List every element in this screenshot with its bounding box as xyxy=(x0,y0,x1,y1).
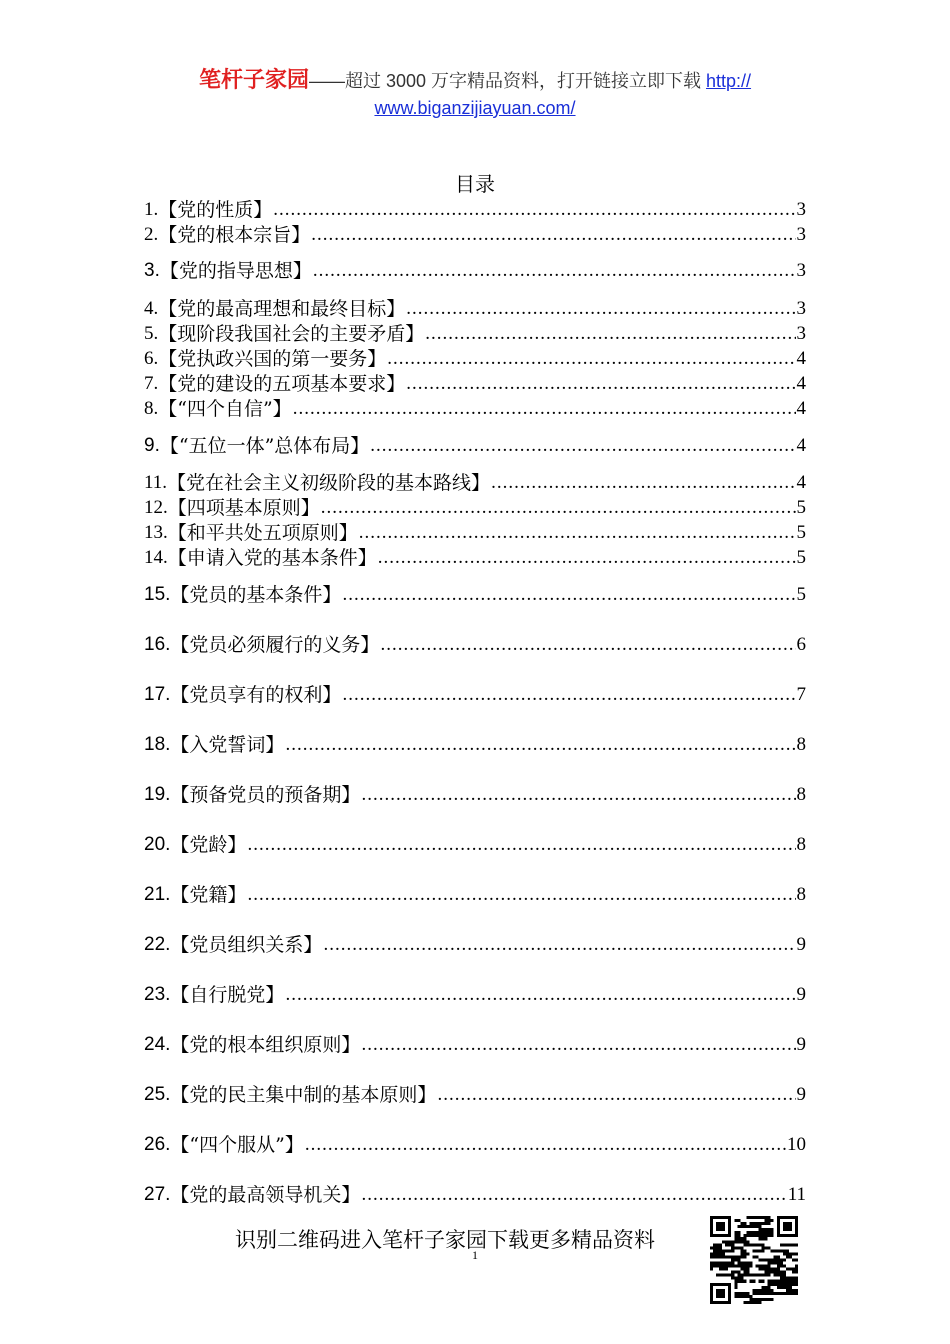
toc-leader-dots xyxy=(361,782,795,808)
toc-leader-dots xyxy=(437,1082,795,1108)
toc-entry-number: 8. xyxy=(144,398,159,419)
toc-entry[interactable] xyxy=(144,882,806,908)
toc-entry[interactable] xyxy=(144,782,806,808)
toc-entry-page: 9 xyxy=(796,934,806,955)
toc-entry-number: 26. xyxy=(144,1134,171,1155)
toc-entry[interactable] xyxy=(144,222,806,248)
toc-entry-title: 【申请入党的基本条件】 xyxy=(167,547,377,569)
toc-leader-dots xyxy=(491,470,795,496)
toc-entry-number: 19. xyxy=(144,784,171,805)
toc-entry-number: 11. xyxy=(144,472,168,493)
toc-entry-number: 23. xyxy=(144,984,171,1005)
toc-entry-title: 【党员享有的权利】 xyxy=(170,684,342,706)
toc-entry-page: 3 xyxy=(796,323,806,344)
toc-entry-number: 20. xyxy=(144,834,171,855)
toc-leader-dots xyxy=(380,632,795,658)
qr-code-icon[interactable] xyxy=(710,1216,798,1304)
toc-entry-number: 7. xyxy=(144,373,159,394)
toc-entry-page: 5 xyxy=(796,497,806,518)
toc-entry-title: 【党龄】 xyxy=(170,834,247,856)
toc-leader-dots xyxy=(378,545,796,571)
toc-entry[interactable] xyxy=(144,258,806,284)
toc-entry[interactable] xyxy=(144,197,806,223)
toc-leader-dots xyxy=(342,582,795,608)
toc-entry-title: 【党在社会主义初级阶段的基本路线】 xyxy=(167,472,491,494)
toc-entry-page: 3 xyxy=(796,199,806,220)
toc-leader-dots xyxy=(361,1182,786,1208)
toc-entry-page: 4 xyxy=(796,472,806,493)
toc-leader-dots xyxy=(342,682,795,708)
toc-entry[interactable] xyxy=(144,632,806,658)
toc-entry-number: 3. xyxy=(144,260,160,281)
toc-entry-page: 8 xyxy=(796,884,806,905)
toc-leader-dots xyxy=(387,346,795,372)
toc-entry-title: 【党执政兴国的第一要务】 xyxy=(158,348,387,370)
toc-leader-dots xyxy=(285,732,795,758)
page-header xyxy=(0,66,950,122)
toc-entry-title: 【党的根本组织原则】 xyxy=(170,1034,361,1056)
toc-entry-title: 【党的建设的五项基本要求】 xyxy=(158,373,406,395)
toc-entry-number: 9. xyxy=(144,435,160,456)
toc-entry-title: 【“四个服从”】 xyxy=(170,1134,304,1156)
toc-entry[interactable] xyxy=(144,682,806,708)
toc-entry[interactable] xyxy=(144,470,806,496)
toc-entry-page: 10 xyxy=(787,1134,806,1155)
toc-entry-number: 4. xyxy=(144,298,159,319)
toc-entry-page: 3 xyxy=(796,298,806,319)
toc-entry-page: 8 xyxy=(796,834,806,855)
toc-entry[interactable] xyxy=(144,732,806,758)
toc-entry-title: 【预备党员的预备期】 xyxy=(170,784,361,806)
toc-entry[interactable] xyxy=(144,932,806,958)
toc-title: 目录 xyxy=(455,172,495,196)
toc-leader-dots xyxy=(406,371,795,397)
toc-entry[interactable] xyxy=(144,545,806,571)
toc-entry[interactable] xyxy=(144,495,806,521)
download-link-part2[interactable]: www.biganzijiayuan.com/ xyxy=(374,98,576,118)
toc-entry-number: 17. xyxy=(144,684,171,705)
toc-entry-page: 7 xyxy=(796,684,806,705)
toc-entry-number: 15. xyxy=(144,584,171,605)
page-number: 1 xyxy=(472,1248,478,1262)
toc-leader-dots xyxy=(285,982,795,1008)
toc-leader-dots xyxy=(247,832,795,858)
toc-entry-title: 【党员必须履行的义务】 xyxy=(170,634,380,656)
toc-entry-number: 27. xyxy=(144,1184,171,1205)
toc-leader-dots xyxy=(406,296,795,322)
toc-entry-page: 9 xyxy=(796,1084,806,1105)
toc-entry[interactable] xyxy=(144,520,806,546)
toc-entry-page: 8 xyxy=(796,734,806,755)
toc-entry-page: 3 xyxy=(796,224,806,245)
toc-entry-page: 4 xyxy=(796,435,806,456)
toc-entry-title: 【党的指导思想】 xyxy=(159,260,312,282)
brand-name: 笔杆子家园 xyxy=(198,67,309,92)
toc-entry-number: 14. xyxy=(144,547,168,568)
toc-entry[interactable] xyxy=(144,396,806,422)
toc-entry-number: 25. xyxy=(144,1084,171,1105)
toc-entry-title: 【党的最高领导机关】 xyxy=(170,1184,361,1206)
toc-entry-page: 4 xyxy=(796,373,806,394)
toc-entry-page: 8 xyxy=(796,784,806,805)
toc-entry-page: 5 xyxy=(796,547,806,568)
toc-leader-dots xyxy=(359,520,796,546)
toc-entry-number: 21. xyxy=(144,884,171,905)
toc-entry-page: 9 xyxy=(796,984,806,1005)
toc-entry[interactable] xyxy=(144,832,806,858)
header-tagline: ——超过 3000 万字精品资料，打开链接立即下载 xyxy=(308,71,707,91)
toc-leader-dots xyxy=(293,396,796,422)
toc-entry-title: 【“五位一体”总体布局】 xyxy=(159,435,370,457)
toc-entry-title: 【党员组织关系】 xyxy=(170,934,323,956)
toc-entry-number: 5. xyxy=(144,323,159,344)
toc-entry-number: 6. xyxy=(144,348,159,369)
toc-entry-title: 【党的最高理想和最终目标】 xyxy=(158,298,406,320)
toc-entry[interactable] xyxy=(144,321,806,347)
toc-entry-page: 5 xyxy=(796,584,806,605)
toc-entry[interactable] xyxy=(144,1182,806,1208)
toc-entry[interactable] xyxy=(144,346,806,372)
toc-leader-dots xyxy=(370,433,795,459)
toc-entry-page: 4 xyxy=(796,398,806,419)
toc-leader-dots xyxy=(323,932,795,958)
toc-leader-dots xyxy=(425,321,795,347)
toc-entry-page: 5 xyxy=(796,522,806,543)
toc-entry-number: 24. xyxy=(144,1034,171,1055)
toc-leader-dots xyxy=(311,222,795,248)
toc-entry-title: 【党的民主集中制的基本原则】 xyxy=(170,1084,437,1106)
toc-entry-title: 【现阶段我国社会的主要矛盾】 xyxy=(158,323,425,345)
toc-leader-dots xyxy=(273,197,795,223)
toc-leader-dots xyxy=(313,258,796,284)
toc-entry-page: 4 xyxy=(796,348,806,369)
toc-entry[interactable] xyxy=(144,982,806,1008)
toc-entry-title: 【党员的基本条件】 xyxy=(170,584,342,606)
toc-entry-title: 【党的性质】 xyxy=(158,199,273,221)
toc-leader-dots xyxy=(361,1032,795,1058)
toc-entry-page: 9 xyxy=(796,1034,806,1055)
download-link-part1[interactable]: http:// xyxy=(706,71,752,91)
toc-entry-title: 【自行脱党】 xyxy=(170,984,285,1006)
toc-entry-number: 22. xyxy=(144,934,171,955)
toc-entry-number: 12. xyxy=(144,497,168,518)
toc-entry-title: 【“四个自信”】 xyxy=(158,398,292,420)
toc-entry[interactable] xyxy=(144,433,806,459)
toc-entry-number: 2. xyxy=(144,224,159,245)
toc-entry-page: 3 xyxy=(796,260,806,281)
toc-leader-dots xyxy=(321,495,796,521)
toc-entry[interactable] xyxy=(144,1132,806,1158)
toc-entry[interactable] xyxy=(144,371,806,397)
qr-caption: 识别二维码进入笔杆子家园下载更多精品资料 xyxy=(235,1229,655,1252)
toc-entry-title: 【党的根本宗旨】 xyxy=(158,224,311,246)
toc-entry[interactable] xyxy=(144,296,806,322)
toc-entry[interactable] xyxy=(144,582,806,608)
toc-entry-number: 18. xyxy=(144,734,171,755)
toc-entry-title: 【党籍】 xyxy=(170,884,247,906)
toc-entry[interactable] xyxy=(144,1082,806,1108)
toc-entry-page: 11 xyxy=(787,1184,806,1205)
toc-entry-page: 6 xyxy=(796,634,806,655)
toc-leader-dots xyxy=(305,1132,786,1158)
toc-entry-title: 【入党誓词】 xyxy=(170,734,285,756)
toc-entry-title: 【四项基本原则】 xyxy=(167,497,320,519)
toc-leader-dots xyxy=(247,882,795,908)
toc-entry[interactable] xyxy=(144,1032,806,1058)
toc-entry-title: 【和平共处五项原则】 xyxy=(167,522,358,544)
toc-entry-number: 1. xyxy=(144,199,159,220)
toc-entry-number: 16. xyxy=(144,634,171,655)
toc-entry-number: 13. xyxy=(144,522,168,543)
